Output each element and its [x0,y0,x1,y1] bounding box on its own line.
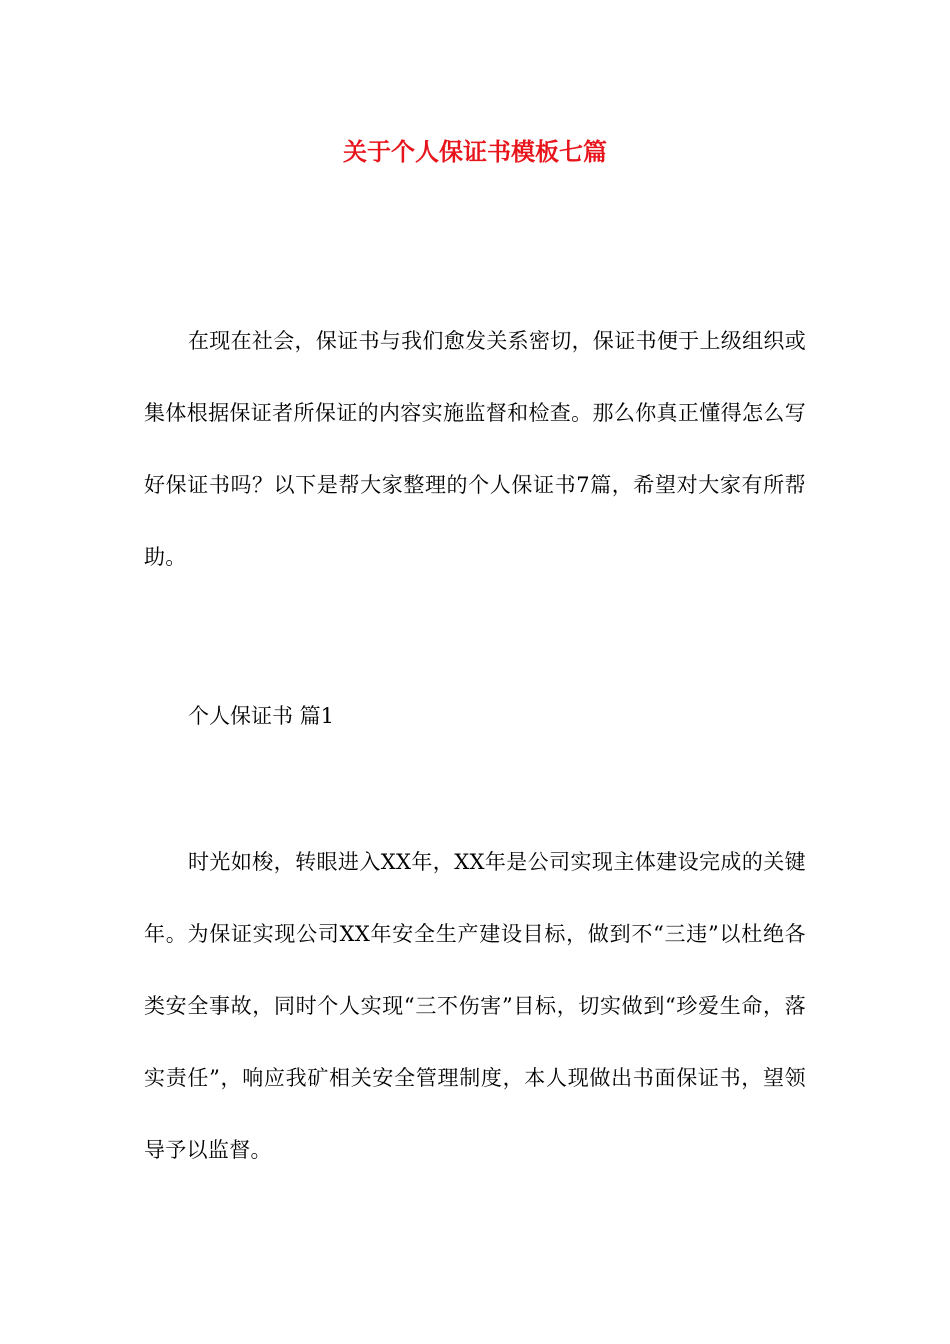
document-title: 关于个人保证书模板七篇 [343,137,607,166]
section-heading: 个人保证书 篇1 [188,704,335,728]
intro-paragraph: 在现在社会，保证书与我们愈发关系密切，保证书便于上级组织或集体根据保证者所保证的内容实施监督和检查。那么你真正懂得怎么写好保证书吗？以下是帮大家整理的个人保证书7篇，希望对大家有所帮助。 [144,329,806,569]
section-body-paragraph: 时光如梭，转眼进入XX年，XX年是公司实现主体建设完成的关键年。为保证实现公司XX年安全生产建设目标，做到不“三违”以杜绝各类安全事故，同时个人实现“三不伤害”目标，切实做到“珍爱生命，落实责任”，响应我矿相关安全管理制度，本人现做出书面保证书，望领导予以监督。 [144,850,806,1162]
